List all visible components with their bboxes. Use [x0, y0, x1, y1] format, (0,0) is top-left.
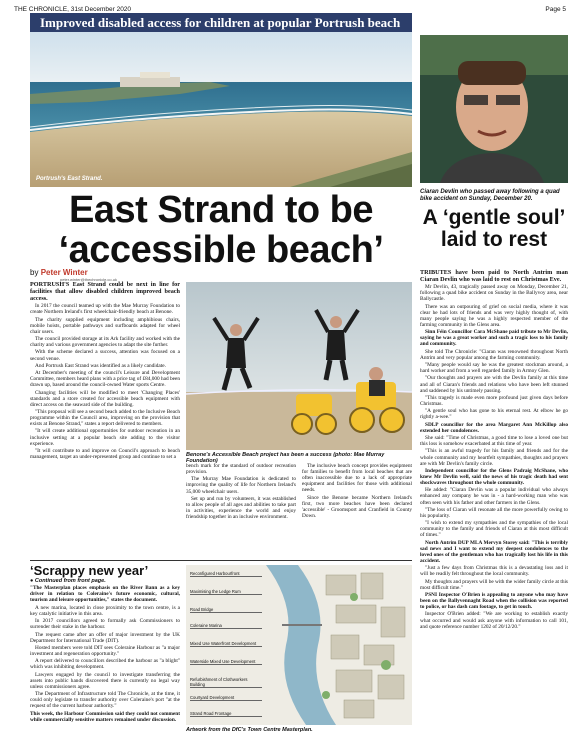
paragraph: bench mark for the standard of outdoor recreation provision. — [186, 463, 296, 476]
paragraph: PSNI Inspector O'Brien is appealing to anyone who may have been on the Ballyvennaght Road when the collision was reported to police, or has dash cam footage, to get in touch. — [420, 591, 568, 611]
side-story-paragraphs — [420, 284, 568, 630]
bottom-story-column — [30, 578, 180, 737]
benone-photo — [186, 282, 412, 450]
paragraph: The Murray Mae Foundation is dedicated to improving the quality of life for Northern Ireland's 35,000 wheelchair users. — [186, 476, 296, 495]
paragraph: Hosted members were told DIT sees Coleraine Harbour as "a major investment and regeneration opportunity." — [30, 644, 180, 657]
side-headline: A ‘gentle soul’ laid to rest — [422, 206, 566, 251]
paragraph: The council provided storage at its Ark facility and worked with the charity and various government agencies to adapt the site further. — [30, 336, 180, 349]
main-headline-line2: ‘accessible beach’ — [58, 229, 384, 271]
continued-note — [30, 578, 180, 584]
paragraph: "This tragedy is made even more profound just given days before Christmas. — [420, 394, 568, 407]
main-story-column — [30, 281, 180, 558]
beach-photo-art — [30, 32, 412, 187]
paragraph: In 2017 the council teamed up with the Mae Murray Foundation to create Northern Ireland's first wheelchair-friendly beach at Benone. — [30, 303, 180, 316]
paragraph: Mr Devlin, 43, tragically passed away on Monday, December 21, following a quad bike accident on Sunday in the Ballyvoy area, near Ballycastle. — [420, 284, 568, 303]
byline-prefix: by — [30, 268, 39, 277]
side-story-lead: TRIBUTES have been paid to North Antrim man Ciaran Devlin who was laid to rest on Christmas Eve. — [420, 269, 568, 283]
portrait-photo-art — [420, 35, 568, 183]
paragraph: In 2017 councillors agreed to formally ask Commissioners to surrender their stake in the harbour. — [30, 618, 180, 631]
beach-photo-caption: Portrush's East Strand. — [36, 176, 103, 182]
paragraph: The Department of Infrastructure told The Chronicle, at the time, it could only legislate to transfer authority over Coleraine's port "at the request of the current harbour authority." — [30, 691, 180, 710]
paragraph: Inspector O'Brien added: "We are working to establish exactly what occurred and would ask anyone with information to call 101, and quote reference number 1202 of 20/12/20." — [420, 611, 568, 630]
byline — [30, 268, 180, 282]
paragraph: "Our thoughts and prayers are with the Devlin family at this time and all of Ciaran's friends and relations who have been left stunned and saddened by his untimely passing. — [420, 375, 568, 394]
paragraph: And Portrush East Strand was identified as a likely candidate. — [35, 362, 166, 369]
plan-label: Refurbishment of Clothworkers Building — [190, 677, 262, 688]
main-story-banner: Improved disabled access for children at popular Portrush beach — [30, 13, 412, 32]
main-story-column-3 — [302, 463, 412, 558]
portrait-caption: Ciaran Devlin who passed away following a quad bike accident on Sunday, December 20. — [420, 189, 560, 202]
paragraph: The charity supplied equipment including amphibious chairs, mobile hoists, portable pathways and surfboards adapted for wheel chair users. — [30, 316, 180, 335]
plan-label: Coleraine Marina — [190, 623, 262, 629]
paragraph: Set up and run by volunteers, it was established to allow people of all ages and abilities to take part in activities, experience the world and enjoy friendship together in an inclusive environment. — [186, 495, 296, 521]
paragraph: The request came after an offer of major investment by the UK Department for International Trade (DIT). — [30, 631, 180, 644]
main-headline — [30, 190, 412, 270]
masterplan-caption: Artwork from the DfC's Town Centre Masterplan. — [186, 727, 313, 733]
masthead-title: THE CHRONICLE, 31st December 2020 — [14, 6, 132, 13]
paragraph: A new marina, located in close proximity to the town centre, is a key catalytic initiative in this area. — [30, 604, 180, 617]
byline-name: Peter Winter — [40, 268, 88, 277]
paragraph: "Many people would say he was the greatest stockman around, a hard worker and from a well regarded family in Armoy Glen. — [420, 362, 568, 375]
paragraph: "A gentle soul who has gone to his eternal rest. At elbow he go rightly a-wee." — [420, 408, 568, 421]
bottom-story-lead: "The Masterplan places emphasis on the River Bann as a key driver in relation to Coleraine's future economic, cultural, tourism and leisure opportunities," states the document. — [30, 585, 180, 604]
paragraph: Sinn Féin Councillor Cara McShane paid tribute to Mr Devlin, saying he was a great worker and such a tragic loss to his family and community. — [420, 329, 568, 348]
bullet-icon: ● — [30, 578, 34, 584]
paragraph: She said: "Time of Christmas, a good time to lose a loved one but this loss is somehow exacerbated at this time of year. — [420, 435, 568, 448]
paragraph: Since the Benone became Northern Ireland's first, two more beaches have been declared 'accessible' - Groomsport and Cranfield in County Down. — [302, 494, 412, 519]
plan-label: Waterside Mixed Use Development — [190, 659, 262, 665]
paragraph: With the scheme declared a success, attention was focused on a second venue. — [30, 349, 180, 362]
paragraph: She told The Chronicle: "Ciaran was renowned throughout North Antrim and very popular among the farming community. — [420, 348, 568, 361]
paragraph: My thoughts and prayers will be with the wider family circle at this most difficult time." — [420, 578, 568, 591]
main-story-lead: PORTRUSH'S East Strand could be next in line for facilities that allow disabled children improved beach access. — [30, 281, 180, 302]
plan-label: Strand Road Frontage — [190, 711, 262, 717]
paragraph: "It will contribute to and improve on Council's approach to beach management, target an under-represented group and continue to set a — [30, 447, 180, 461]
paragraph: There was an outpouring of grief on social media, where it was clear he had lots of friends and was very highly thought of, with many people saying he was a highly respected member of the farming community in the Glens area. — [420, 303, 568, 328]
plan-label: Road Bridge — [190, 607, 262, 613]
plan-label: Mixed Use Waterfront Development — [190, 641, 262, 647]
page-number: Page 5 — [545, 6, 566, 13]
continued-text: Continued from front page. — [34, 578, 106, 584]
beach-photo — [30, 32, 412, 187]
main-headline-line1: East Strand to be — [69, 189, 373, 231]
paragraph: The inclusive beach concept provides equipment for families to benefit from local beaches that are often inaccessible due to a lack of appropriate equipment and facilities for those with additional needs. — [302, 463, 412, 494]
paragraph: North Antrim DUP MLA Mervyn Storey said: "This is terribly sad news and I want to extend my deepest condolences to the loved ones of the gentleman who has tragically lost his life in this accident. — [420, 539, 568, 564]
masterplan-artwork — [186, 565, 412, 725]
paragraph: Independent councillor for the Glens Padraig McShane, who knew Mr Devlin well, said the news of his tragic death had sent shockwaves throughout the whole community. — [420, 467, 568, 487]
paragraph: Lawyers engaged by the council to investigate transferring the assets into public hands discovered there is currently no legal way unless commissioners agree. — [30, 671, 180, 690]
paragraph: He added: "Ciaran Devlin was a popular individual who always enhanced any company he was in - a hard-working man who was often seen with his father and other farmers in the Glens. — [420, 487, 568, 506]
paragraph: A report delivered to councillors described the harbour as "a blight" which was inhibiting development. — [30, 658, 180, 671]
plan-label: Courtyard Development — [190, 695, 262, 701]
benone-photo-art — [186, 282, 412, 450]
portrait-photo — [420, 35, 568, 183]
benone-photo-caption: Benone's Accessible Beach project has been a success (photo: Mae Murray Foundation) — [186, 452, 385, 464]
main-story-column-2 — [186, 463, 296, 558]
paragraph: "This is an awful tragedy for his family and friends and for the whole community and my heartfelt sympathies, thoughts and prayers are with Mr Devlin's family circle. — [420, 448, 568, 467]
section-divider — [30, 560, 412, 561]
paragraph: "I wish to extend my sympathies and the sympathies of the local community to the family and friends of Ciaran at this most difficult of times." — [420, 520, 568, 539]
paragraph: "It will create additional opportunities for outdoor recreation in an inclusive setting at a popular beach site adding to the visitor experience. — [30, 428, 180, 447]
byline-email[interactable]: peter.winter@thechronicle.co.uk — [60, 277, 117, 282]
paragraph: At December's meeting of the council's Leisure and Development Committee, members heard plans with a price tag of £84,000 had been drawn up, based around the council-owned Water sports Centre. — [30, 370, 180, 389]
bottom-headline: ‘Scrappy new year’ — [30, 563, 149, 578]
side-story-column — [420, 269, 568, 737]
paragraph: "Just a few days from Christmas this is a devastating loss and it will be readily felt throughout the local community. — [420, 565, 568, 578]
paragraph: "This proposal will see a second beach added to the Inclusive Beach programme within the Council area, improving on the provision that exists at Benone Strand," states a report delivered to members. — [30, 409, 180, 428]
paragraph: Changing facilities will be modified to meet 'Changing Places' standards and a store created for accessible beach equipment with direct access on the seaward side of the building. — [30, 389, 180, 408]
plan-label: Maximising the Ledge Rum — [190, 589, 262, 595]
plan-label: Reconfigured Harbourfront — [190, 571, 262, 577]
paragraph: "The loss of Ciaran will resonate all the more powerfully owing to his popularity. — [420, 506, 568, 519]
paragraph: SDLP councillor for the area Margaret Ann McKillop also extended her condolences. — [420, 421, 568, 434]
bottom-story-closing: This week, the Harbour Commission said they could not comment while commercially sensitive matters remained under discussion. — [30, 710, 180, 723]
